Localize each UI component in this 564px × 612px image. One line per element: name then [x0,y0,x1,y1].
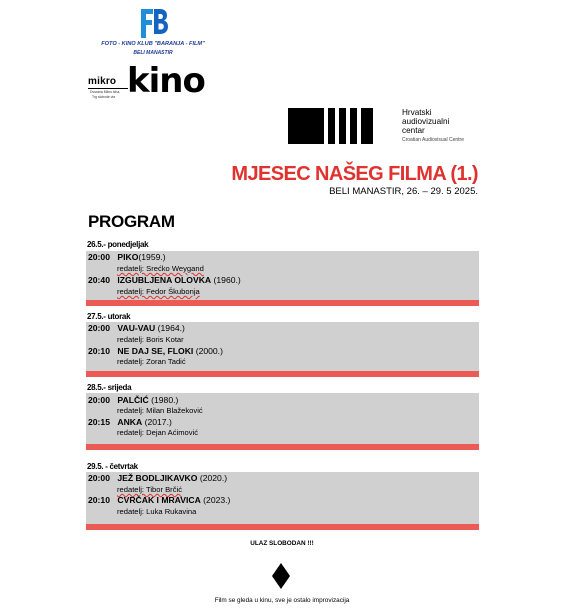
day-divider-bar [86,371,479,377]
screening-title-row [88,346,223,356]
screening-title-row [88,323,185,333]
fb-monogram-icon [138,8,168,40]
screening-year: (1980.) [151,395,179,405]
screening-title-row [88,473,227,483]
screening-time: 20:10 [88,495,110,505]
day-label: 29.5. - četvrtak [87,462,138,471]
screening-year: (1960.) [213,275,241,285]
havc-english-name: Croatian Audiovisual Centre [402,137,464,143]
screening-time: 20:00 [88,252,110,262]
free-entry-note: ULAZ SLOBODAN !!! [250,540,314,547]
day-divider-bar [86,300,479,306]
screening-time: 20:40 [88,275,110,285]
screening-time: 20:00 [88,473,110,483]
screening-film: JEŽ BODLJIKAVKO [117,473,198,483]
screening-director: redatelj: Luka Rukavina [117,507,197,516]
mikrokino-logo-big-text: kino [127,61,205,101]
mikrokino-logo-subline-1: Dvorana Mikro kina, [90,90,121,94]
screening-year: (1964.) [157,323,185,333]
event-subtitle: BELI MANASTIR, 26. – 29. 5 2025. [329,186,478,197]
screening-film: IZGUBLJENA OLOVKA [117,275,212,285]
screening-director: redatelj: Zoran Tadić [117,357,186,366]
screening-film: NE DAJ SE, FLOKI [117,346,194,356]
screening-time: 20:00 [88,395,110,405]
day-label: 28.5.- srijeda [87,383,132,392]
screening-director: redatelj: Boris Kotar [117,335,184,344]
screening-year: (2023.) [203,495,231,505]
club-name: FOTO - KINO KLUB "BARANJA - FILM" [101,41,205,47]
diamond-icon [271,563,291,589]
footer-note: Film se gleda u kinu, sve je ostalo improvizacija [214,597,350,604]
screening-time: 20:00 [88,323,110,333]
director-text: redatelj: Fedor Škubonja [117,287,200,296]
screening-film: PIKO [117,252,139,262]
day-label: 27.5.- utorak [87,312,131,321]
program-heading: PROGRAM [88,212,175,231]
event-title: MJESEC NAŠEG FILMA (1.) [231,163,478,185]
screening-director: redatelj: Milan Blažeković [117,406,203,415]
havc-logo-icon [288,108,373,144]
screening-director [117,485,182,494]
screening-year: (1959.) [138,252,166,262]
club-city: BELI MANASTIR [133,50,173,56]
screening-title-row [88,495,230,505]
screening-film: VAU-VAU [117,323,156,333]
mikrokino-logo-small-text: mikro [88,76,117,87]
screening-film: ANKA [117,417,143,427]
director-text: redatelj: Srećko Weygand [117,264,204,273]
havc-name-line-2: audiovizualni [402,117,450,126]
screening-year: (2017.) [144,417,172,427]
screening-time: 20:15 [88,417,110,427]
screening-year: (2000.) [195,346,223,356]
screening-director [117,287,200,296]
director-text: redatelj: Tibor Brčić [117,485,182,494]
screening-film: CVRČAK I MRAVICA [117,495,201,505]
screening-year: (2020.) [199,473,228,483]
havc-name-line-3: centar [402,126,425,135]
day-divider-bar [86,524,479,530]
screening-title-row [88,395,178,405]
screening-film: PALČIĆ [117,395,149,405]
screening-title-row [88,275,241,285]
day-label: 26.5.- ponedjeljak [87,240,149,249]
day-divider-bar [86,444,479,450]
mikrokino-logo-subline-2: Trg slobode via [92,95,116,99]
screening-title-row [88,417,172,427]
screening-time: 20:10 [88,346,110,356]
screening-director [117,264,204,273]
havc-name-line-1: Hrvatski [402,108,432,117]
mikrokino-logo-rule [88,88,128,89]
screening-title-row [88,252,166,262]
screening-director: redatelj: Dejan Aćimović [117,428,199,437]
